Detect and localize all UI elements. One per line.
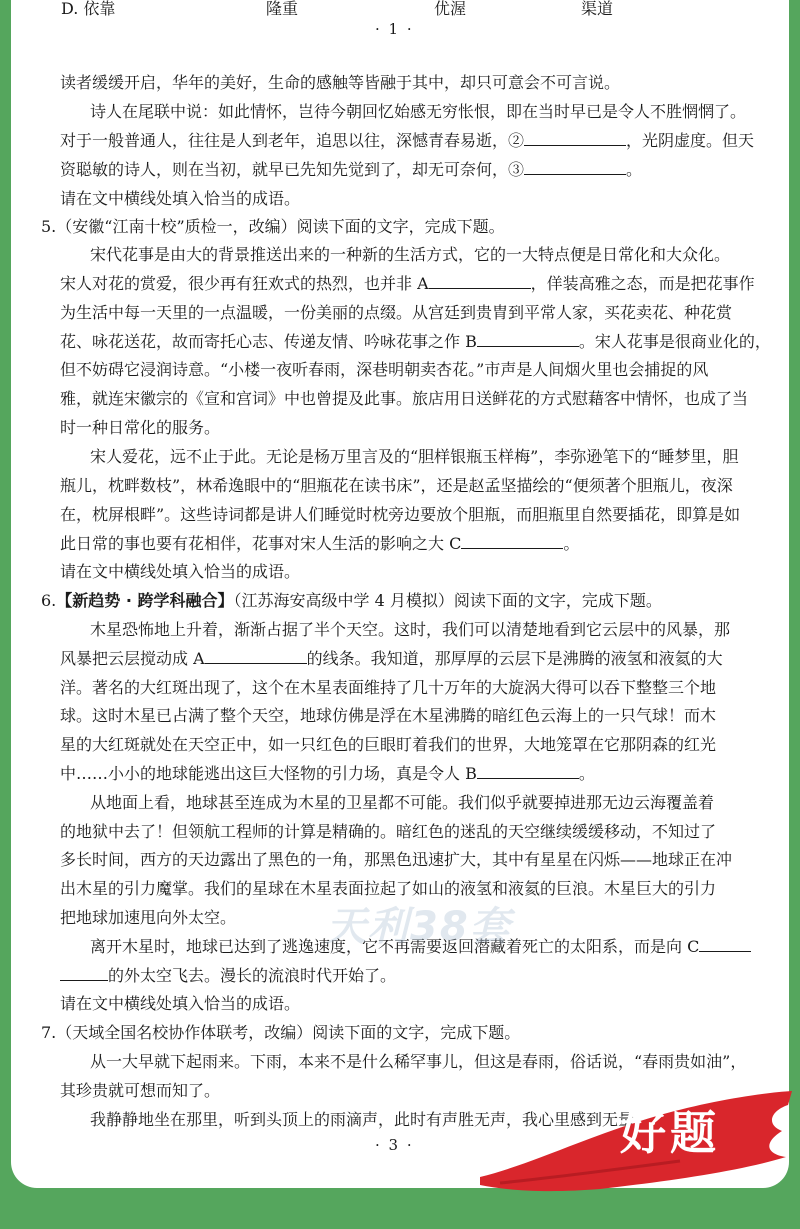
text-line xyxy=(60,332,771,352)
option-word-2: 隆重 xyxy=(266,0,299,18)
text-line xyxy=(60,764,595,784)
question-6-heading xyxy=(41,591,662,611)
text-line: 雅，就连宋徽宗的《宣和宫词》中也曾提及此事。旅店用日送鲜花的方式慰藉客中情怀，也成了当 xyxy=(60,389,749,408)
text-line: 星的大红斑就处在天空正中，如一只红色的巨眼盯着我们的世界，大地笼罩在它那阴森的红光 xyxy=(60,735,717,754)
question-5-heading: 5.（安徽“江南十校”质检一，改编）阅读下面的文字，完成下题。 xyxy=(41,217,505,236)
text-line: 多长时间，西方的天边露出了黑色的一角，那黑色迅速扩大，其中有星星在闪烁——地球正在冲 xyxy=(60,850,733,869)
option-word-3: 优渥 xyxy=(434,0,467,18)
answer-blank-2[interactable] xyxy=(524,131,626,146)
text-line: 读者缓缓开启，华年的美好，生命的感触等皆融于其中，却只可意会不可言说。 xyxy=(60,73,621,92)
answer-blank-a[interactable] xyxy=(205,649,307,664)
question-7-heading: 7.（天域全国名校协作体联考，改编）阅读下面的文字，完成下题。 xyxy=(41,1023,521,1042)
text-line xyxy=(60,160,642,180)
text-line: 球。这时木星已占满了整个天空，地球仿佛是浮在木星沸腾的暗红色云海上的一只气球！而木 xyxy=(60,706,717,725)
answer-blank-c-end[interactable] xyxy=(60,966,108,981)
text-segment: ，佯装高雅之态，而是把花事作 xyxy=(530,274,755,293)
text-segment: 的外太空飞去。漫长的流浪时代开始了。 xyxy=(108,966,397,985)
text-line: 时一种日常化的服务。 xyxy=(60,418,221,437)
text-line: 诗人在尾联中说：如此情怀，岂待今朝回忆始感无穷怅恨，即在当时早已是令人不胜惘惘了。 xyxy=(90,102,747,121)
answer-blank-b[interactable] xyxy=(477,764,579,779)
text-line: 瓶儿，枕畔数枝”，林希逸眼中的“胆瓶花在读书床”，还是赵孟坚描绘的“便须著个胆瓶儿，夜深 xyxy=(60,476,733,495)
text-line: 宋代花事是由大的背景推送出来的一种新的生活方式，它的一大特点便是日常化和大众化。 xyxy=(90,245,731,264)
text-line: 洋。著名的大红斑出现了，这个在木星表面维持了几十万年的大旋涡大得可以吞下整整三个地 xyxy=(60,678,717,697)
text-line: 从地面上看，地球甚至连成为木星的卫星都不可能。我们似乎就要掉进那无边云海覆盖着 xyxy=(90,793,715,812)
answer-blank-c-start[interactable] xyxy=(699,937,751,952)
page-number-bottom: · 3 · xyxy=(375,1136,414,1154)
text-line xyxy=(60,966,396,986)
text-segment: 。 xyxy=(626,160,643,179)
question-number: 6. xyxy=(41,591,57,610)
text-line: 在，枕屏根畔”。这些诗词都是讲人们睡觉时枕旁边要放个胆瓶，而胆瓶里自然要插花，即算是如 xyxy=(60,505,741,524)
instruction: 请在文中横线处填入恰当的成语。 xyxy=(60,994,301,1013)
text-line xyxy=(60,131,754,151)
publisher-watermark: 天利38套 xyxy=(326,904,512,950)
text-segment: 宋人对花的赏爱，很少再有狂欢式的热烈，也并非 A xyxy=(60,274,429,293)
answer-blank-3[interactable] xyxy=(524,160,626,175)
text-segment: 的线条。我知道，那厚厚的云层下是沸腾的液氢和液氦的大 xyxy=(306,649,723,668)
text-line: 木星恐怖地上升着，渐渐占据了半个天空。这时，我们可以清楚地看到它云层中的风暴，那 xyxy=(90,620,731,639)
option-d: D. 依靠 xyxy=(61,0,116,18)
answer-blank-a[interactable] xyxy=(429,274,531,289)
text-line: 但不妨碍它浸润诗意。“小楼一夜听春雨，深巷明朝卖杏花。”市声是人间烟火里也会捕捉的风 xyxy=(60,360,709,379)
text-segment: 。 xyxy=(563,534,580,553)
text-line: 从一大早就下起雨来。下雨，本来不是什么稀罕事儿，但这是春雨，俗话说，“春雨贵如油”， xyxy=(90,1052,747,1071)
text-segment: 。宋人花事是很商业化的， xyxy=(578,332,771,351)
text-segment: 风暴把云层搅动成 A xyxy=(60,649,205,668)
text-line: 把地球加速甩向外太空。 xyxy=(60,908,237,927)
topic-tag: 【新趋势 · 跨学科融合】 xyxy=(56,591,234,610)
text-segment: 。 xyxy=(578,764,595,783)
text-line xyxy=(60,649,723,669)
option-word-4: 渠道 xyxy=(581,0,614,18)
text-line: 宋人爱花，远不止于此。无论是杨万里言及的“胆样银瓶玉样梅”，李弥逊笔下的“睡梦里，胆 xyxy=(90,447,739,466)
instruction: 请在文中横线处填入恰当的成语。 xyxy=(60,562,301,581)
text-segment: 离开木星时，地球已达到了逃逸速度，它不再需要返回潜藏着死亡的太阳系，而是向 C xyxy=(90,937,700,956)
answer-blank-b[interactable] xyxy=(477,332,579,347)
text-line: 出木星的引力魔掌。我们的星球在木星表面拉起了如山的液氢和液氦的巨浪。木星巨大的引力 xyxy=(60,879,717,898)
text-line: 我静静地坐在那里，听到头顶上的雨滴声，此时有声胜无声，我心里感到无量 xyxy=(90,1110,635,1129)
instruction: 请在文中横线处填入恰当的成语。 xyxy=(60,189,301,208)
answer-blank-c[interactable] xyxy=(461,534,563,549)
text-segment: 中……小小的地球能逃出这巨大怪物的引力场，真是令人 B xyxy=(60,764,477,783)
text-segment: ，光阴虚度。但天 xyxy=(626,131,755,150)
text-line: 的地狱中去了！但领航工程师的计算是精确的。暗红色的迷乱的天空继续缓缓移动，不知过了 xyxy=(60,822,717,841)
page-number-top: · 1 · xyxy=(375,20,414,38)
text-segment: 资聪敏的诗人，则在当初，就早已先知先觉到了，却无可奈何，③ xyxy=(60,160,525,179)
text-line: 其珍贵就可想而知了。 xyxy=(60,1081,221,1100)
exam-page xyxy=(11,0,789,1188)
text-line xyxy=(60,274,755,294)
text-segment: 对于一般普通人，往往是人到老年，追思以往，深憾青春易逝，② xyxy=(60,131,525,150)
question-source: （江苏海安高级中学 4 月模拟）阅读下面的文字，完成下题。 xyxy=(233,591,662,610)
text-line: 为生活中每一天里的一点温暖，一份美丽的点缀。从宫廷到贵胄到平常人家，买花卖花、种花赏 xyxy=(60,303,733,322)
text-line xyxy=(60,534,579,554)
text-segment: 花、咏花送花，故而寄托心志、传递友情、吟咏花事之作 B xyxy=(60,332,477,351)
good-question-stamp: 好题 xyxy=(620,1106,720,1160)
text-segment: 此日常的事也要有花相伴，花事对宋人生活的影响之大 C xyxy=(60,534,462,553)
